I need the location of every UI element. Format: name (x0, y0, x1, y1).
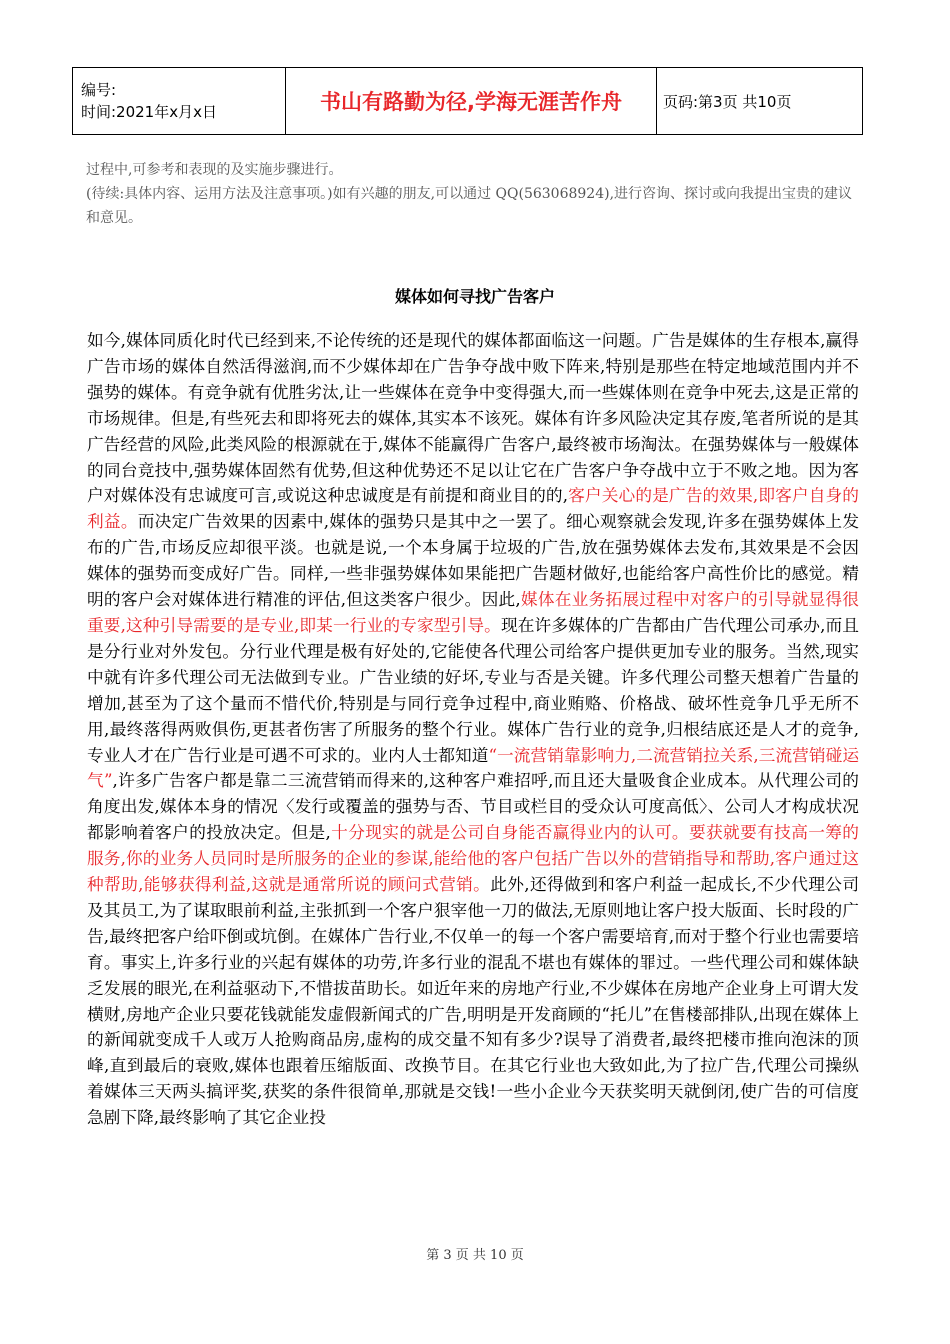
intro-line-2: (待续:具体内容、运用方法及注意事项。)如有兴趣的朋友,可以通过 QQ(563068924),进行咨询、探讨或向我提出宝贵的建议和意见。 (86, 186, 853, 226)
document-header (72, 67, 863, 135)
date-label: 时间:2021年x月x日 (81, 103, 217, 121)
article-body (87, 328, 859, 1131)
highlight-segment: “一流营销靠影响力,二流营销拉关系,三流营销碰运气” (87, 744, 860, 791)
intro-line-1: 过程中,可参考和表现的及实施步骤进行。 (86, 162, 343, 178)
article-title: 媒体如何寻找广告客户 (394, 287, 555, 306)
body-segment: 而决定广告效果的因素中,媒体的强势只是其中之一罢了。细心观察就会发现,许多在强势媒体上发布的广告,市场反应却很平淡。也就是说,一个本身属于垃圾的广告,放在强势媒体去发布,其效果是不会因媒体的强势而变成好广告。同样,一些非强势媒体如果能把广告题材做好,也能给客户高性价比的感觉。精明的客户会对媒体进行精准的评估,但这类客户很少。因此, (87, 511, 860, 610)
body-segment: 现在许多媒体的广告都由广告代理公司承办,而且是分行业对外发包。分行业代理是极有好处的,它能使各代理公司给客户提供更加专业的服务。当然,现实中就有许多代理公司无法做到专业。广告业绩的好坏,专业与否是关键。许多代理公司整天想着广告量的增加,甚至为了这个量而不惜代价,特别是与同行竞争过程中,商业贿赂、价格战、破坏性竞争几乎无所不用,最终落得两败俱伤,更甚者伤害了所服务的整个行业。媒体广告行业的竞争,归根结底还是人才的竞争,专业人才在广告行业是可遇不可求的。业内人士都知道 (87, 614, 859, 765)
body-segment: ,许多广告客户都是靠二三流营销而得来的,这种客户难招呼,而且还大量吸食企业成本。从代理公司的角度出发,媒体本身的情况〈发行或覆盖的强势与否、节目或栏目的受众认可度高低〉、公司人才构成状况都影响着客户的投放决定。但是, (87, 770, 859, 843)
header-page-label: 页码:第3页 共10页 (657, 68, 863, 135)
highlight-segment: 媒体在业务拓展过程中对客户的引导就显得很重要,这种引导需要的是专业,即某一行业的专家型引导。 (87, 589, 859, 635)
header-meta-cell (73, 68, 286, 135)
header-motto: 书山有路勤为径,学海无涯苦作舟 (286, 68, 657, 135)
body-segment: 此外,还得做到和客户利益一起成长,不少代理公司及其员工,为了谋取眼前利益,主张抓到一个客户狠宰他一刀的做法,无原则地让客户投大版面、长时段的广告,最终把客户给吓倒或坑倒。在媒体广告行业,不仅单一的每一个客户需要培育,而对于整个行业也需要培育。事实上,许多行业的兴起有媒体的功劳,许多行业的混乱不堪也有媒体的罪过。一些代理公司和媒体缺乏发展的眼光,在利益驱动下,不惜拔苗助长。如近年来的房地产行业,不少媒体在房地产企业身上可谓大发横财,房地产企业只要花钱就能发虚假新闻式的广告,明明是开发商顾的“托儿”在售楼部排队,出现在媒体上的新闻就变成千人或万人抢购商品房,虚构的成交量不知有多少?误导了消费者,最终把楼市推向泡沫的顶峰,直到最后的衰败,媒体也跟着压缩版面、改换节目。在其它行业也大致如此,为了拉广告,代理公司操纵着媒体三天两头搞评奖,获奖的条件很简单,那就是交钱!一些小企业今天获奖明天就倒闭,使广告的可信度急剧下降,最终影响了其它企业投 (87, 874, 860, 1128)
body-segment: 如今,媒体同质化时代已经到来,不论传统的还是现代的媒体都面临这一问题。广告是媒体的生存根本,赢得广告市场的媒体自然活得滋润,而不少媒体却在广告争夺战中败下阵来,特别是那些在特定地域范围内并不强势的媒体。有竞争就有优胜劣汰,让一些媒体在竞争中变得强大,而一些媒体则在竞争中死去,这是正常的市场规律。但是,有些死去和即将死去的媒体,其实本不该死。媒体有许多风险决定其存废,笔者所说的是其广告经营的风险,此类风险的根源就在于,媒体不能赢得广告客户,最终被市场淘汰。在强势媒体与一般媒体的同台竞技中,强势媒体固然有优势,但这种优势还不足以让它在广告客户争夺战中立于不败之地。因为客户对媒体没有忠诚度可言,或说这种忠诚度是有前提和商业目的的, (87, 330, 859, 506)
highlight-segment: 十分现实的就是公司自身能否赢得业内的认可。要获就要有技高一筹的服务,你的业务人员同时是所服务的企业的参谋,能给他的客户包括广告以外的营销指导和帮助,客户通过这种帮助,能够获得利益,这就是通常所说的顾问式营销。 (87, 822, 859, 895)
number-label: 编号: (81, 81, 117, 99)
highlight-segment: 客户关心的是广告的效果,即客户自身的利益。 (87, 485, 859, 532)
page-footer: 第 3 页 共 10 页 (426, 1248, 524, 1263)
intro-note (86, 158, 866, 230)
